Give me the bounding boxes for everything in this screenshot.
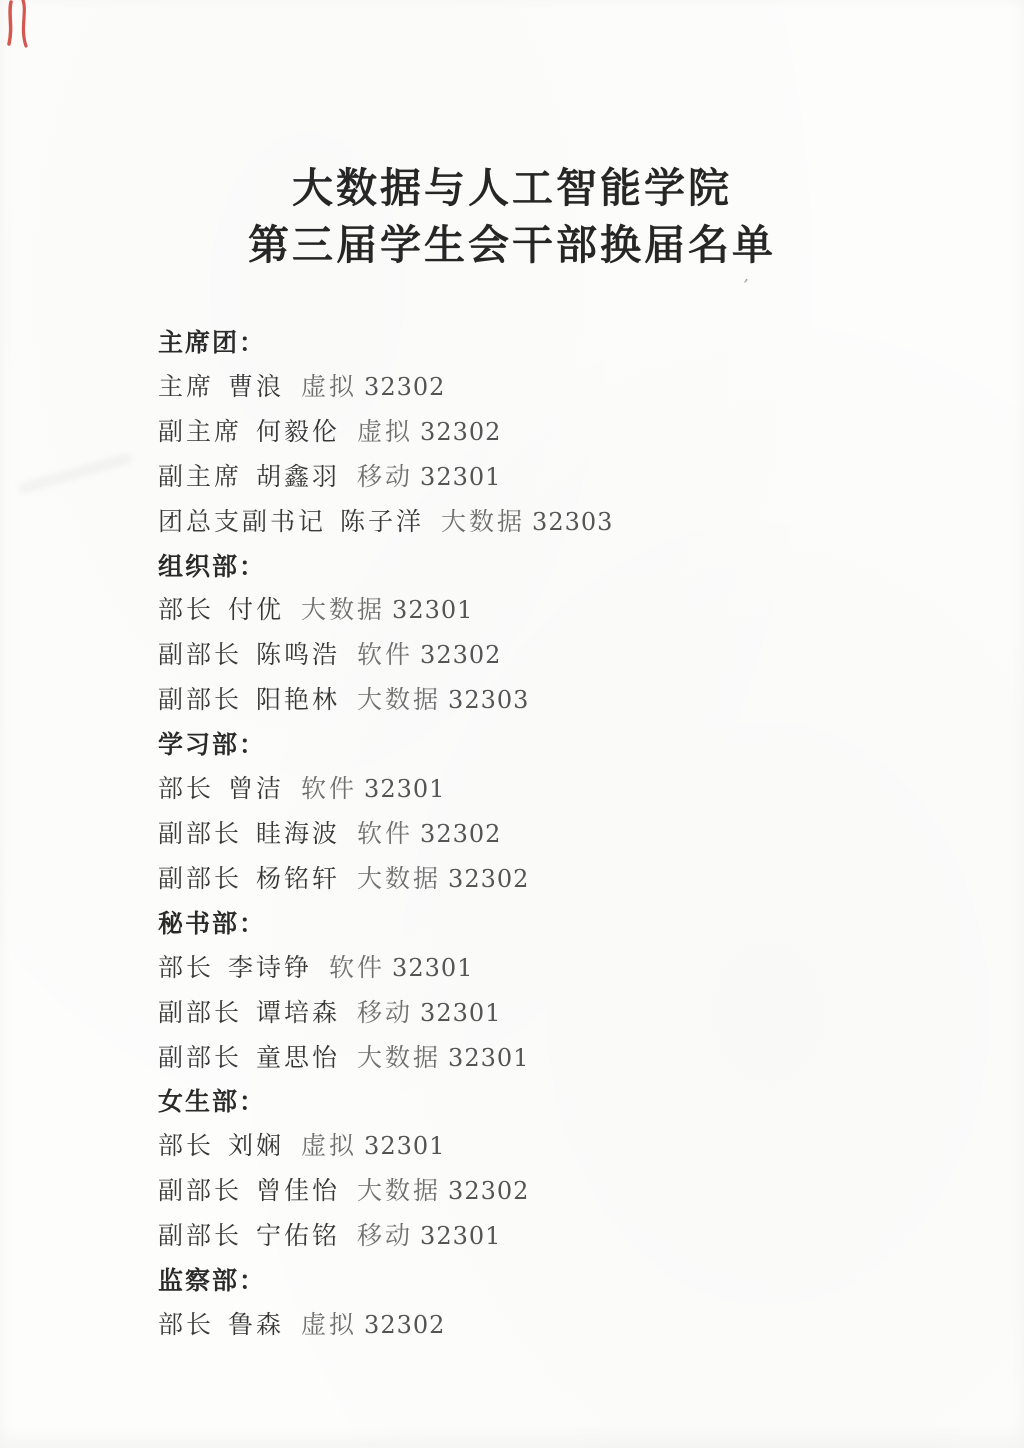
member-role: 部长 xyxy=(158,952,215,982)
department-section xyxy=(158,902,878,1081)
member-role: 副主席 xyxy=(158,416,243,446)
member-class-number: 32302 xyxy=(364,1310,446,1339)
member-name: 陈鸣浩 xyxy=(256,640,341,670)
member-class-number: 32302 xyxy=(364,372,446,401)
department-members xyxy=(158,588,878,723)
member-class: 软件 xyxy=(301,774,358,804)
member-role: 副部长 xyxy=(158,1176,243,1206)
member-role: 副部长 xyxy=(158,863,243,893)
member-name: 宁佑铭 xyxy=(256,1221,341,1251)
member-class-number: 32302 xyxy=(448,864,530,893)
member-name: 杨铭轩 xyxy=(256,863,341,893)
member-class: 大数据 xyxy=(357,685,442,715)
member-row xyxy=(158,857,878,902)
member-class: 虚拟 xyxy=(301,371,358,401)
member-class-number: 32303 xyxy=(448,686,530,715)
member-row xyxy=(158,1036,878,1081)
member-name: 李诗铮 xyxy=(228,952,313,982)
member-class: 移动 xyxy=(357,461,414,491)
member-row xyxy=(158,633,878,678)
department-heading: 组织部： xyxy=(158,551,267,581)
member-row xyxy=(158,1124,878,1169)
document-title xyxy=(0,160,1024,274)
red-pen-mark-icon xyxy=(2,0,38,52)
department-section xyxy=(158,1259,878,1348)
member-class: 移动 xyxy=(357,997,414,1027)
department-members xyxy=(158,1124,878,1259)
member-class: 大数据 xyxy=(301,595,386,625)
member-class: 移动 xyxy=(357,1221,414,1251)
member-role: 副部长 xyxy=(158,1221,243,1251)
member-class: 大数据 xyxy=(357,1042,442,1072)
department-section xyxy=(158,321,878,545)
member-name: 鲁森 xyxy=(228,1309,285,1339)
member-name: 阳艳林 xyxy=(256,685,341,715)
scan-smudge xyxy=(17,452,133,495)
member-row xyxy=(158,1169,878,1214)
member-row xyxy=(158,500,878,545)
member-class: 软件 xyxy=(357,640,414,670)
member-class-number: 32303 xyxy=(532,507,614,536)
department-heading: 主席团： xyxy=(158,328,267,357)
member-role: 副部长 xyxy=(158,997,243,1027)
member-role: 副部长 xyxy=(158,640,243,670)
member-name: 谭培森 xyxy=(256,997,341,1027)
member-name: 陈子洋 xyxy=(340,506,425,536)
member-role: 团总支副书记 xyxy=(158,506,327,536)
member-class-number: 32302 xyxy=(420,417,502,446)
scan-speck: ’ xyxy=(739,275,750,297)
member-class-number: 32301 xyxy=(420,998,502,1027)
department-heading: 秘书部： xyxy=(158,908,267,938)
department-section xyxy=(158,723,878,902)
member-class-number: 32301 xyxy=(392,953,474,982)
member-class: 虚拟 xyxy=(301,1309,358,1339)
member-row xyxy=(158,767,878,812)
member-role: 副部长 xyxy=(158,685,243,715)
member-name: 曹浪 xyxy=(228,371,285,401)
member-role: 副部长 xyxy=(158,1042,243,1072)
member-class: 大数据 xyxy=(441,506,526,536)
member-class: 虚拟 xyxy=(357,416,414,446)
member-role: 主席 xyxy=(158,371,215,401)
member-row xyxy=(158,991,878,1036)
member-row xyxy=(158,588,878,633)
member-row xyxy=(158,455,878,500)
department-heading: 女生部： xyxy=(158,1087,267,1117)
member-class-number: 32301 xyxy=(448,1043,530,1072)
department-members xyxy=(158,767,878,902)
member-row xyxy=(158,410,878,455)
member-class-number: 32301 xyxy=(420,1222,502,1251)
department-heading: 监察部： xyxy=(158,1266,267,1296)
member-class-number: 32302 xyxy=(420,819,502,848)
member-class: 软件 xyxy=(329,952,386,982)
member-class-number: 32301 xyxy=(364,1132,446,1161)
member-class: 大数据 xyxy=(357,1176,442,1206)
member-name: 刘娴 xyxy=(228,1131,285,1161)
member-class: 软件 xyxy=(357,818,414,848)
department-members xyxy=(158,365,878,545)
department-section xyxy=(158,1080,878,1259)
member-name: 曾洁 xyxy=(228,774,285,804)
member-name: 眭海波 xyxy=(256,818,341,848)
member-row xyxy=(158,1214,878,1259)
member-row xyxy=(158,1303,878,1348)
member-role: 副主席 xyxy=(158,461,243,491)
document-title-line1: 大数据与人工智能学院 xyxy=(292,164,732,212)
member-class-number: 32301 xyxy=(364,775,446,804)
department-heading: 学习部： xyxy=(158,730,267,760)
document-title-line2: 第三届学生会干部换届名单 xyxy=(248,221,776,269)
member-role: 副部长 xyxy=(158,818,243,848)
member-name: 童思怡 xyxy=(256,1042,341,1072)
member-name: 付优 xyxy=(228,595,285,625)
member-class: 虚拟 xyxy=(301,1131,358,1161)
member-class: 大数据 xyxy=(357,863,442,893)
member-class-number: 32301 xyxy=(420,462,502,491)
department-section xyxy=(158,545,878,724)
member-role: 部长 xyxy=(158,1309,215,1339)
member-name: 曾佳怡 xyxy=(256,1176,341,1206)
member-role: 部长 xyxy=(158,1131,215,1161)
member-row xyxy=(158,946,878,991)
department-members xyxy=(158,1303,878,1348)
member-role: 部长 xyxy=(158,595,215,625)
roster-body xyxy=(158,321,878,1348)
member-row xyxy=(158,365,878,410)
member-name: 何毅伦 xyxy=(256,416,341,446)
member-class-number: 32302 xyxy=(420,641,502,670)
member-role: 部长 xyxy=(158,774,215,804)
member-row xyxy=(158,678,878,723)
member-row xyxy=(158,812,878,857)
department-members xyxy=(158,946,878,1081)
member-class-number: 32301 xyxy=(392,596,474,625)
member-class-number: 32302 xyxy=(448,1177,530,1206)
member-name: 胡鑫羽 xyxy=(256,461,341,491)
